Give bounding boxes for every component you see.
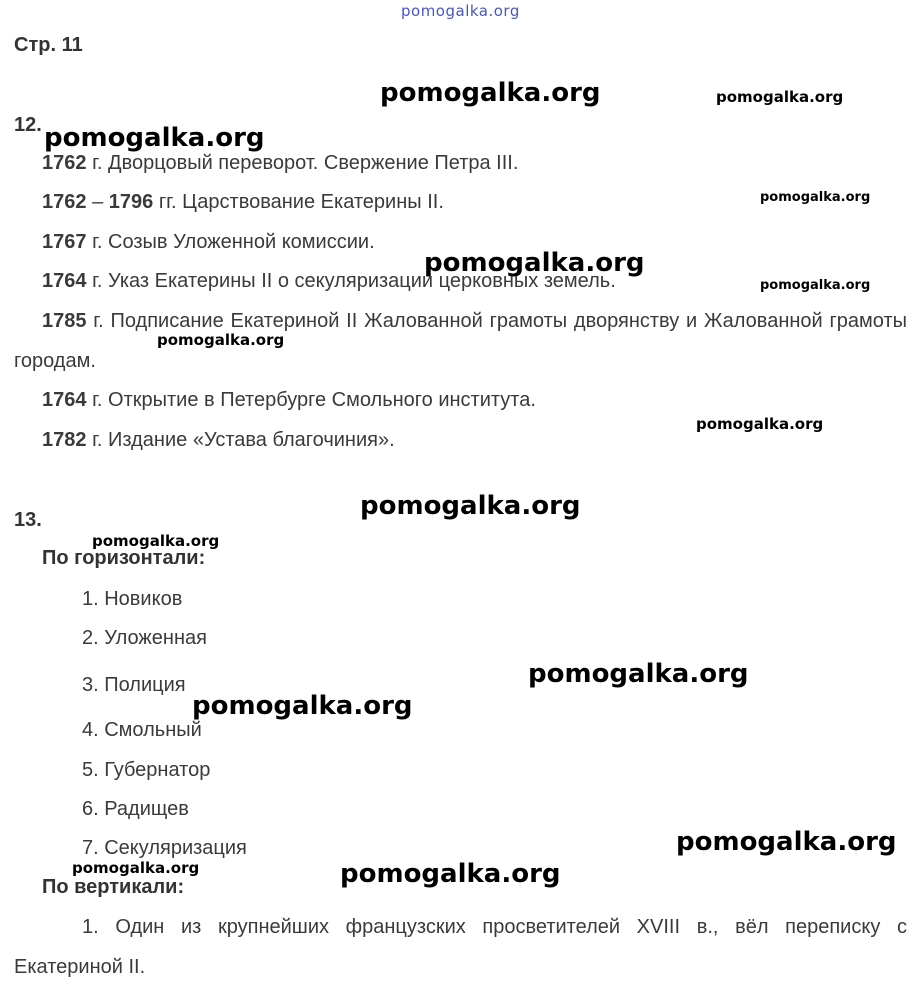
task-12-number: 12. [14,114,42,136]
watermark-top: pomogalka.org [401,2,520,20]
watermark: pomogalka.org [760,278,871,293]
event-line [42,269,616,293]
event-line [42,151,518,175]
watermark: pomogalka.org [760,190,871,205]
event-year: 1764 [42,389,87,411]
event-year: 1785 [42,310,87,332]
watermark: pomogalka.org [528,659,749,689]
watermark: pomogalka.org [424,248,645,278]
event-line [42,388,536,412]
event-year-separator: – [92,191,104,213]
event-text: г. Созыв Уложенной комиссии. [92,231,375,253]
watermark: pomogalka.org [92,532,220,550]
list-item: 2. Уложенная [82,627,207,649]
list-item: 4. Смольный [82,719,202,741]
list-item: 3. Полиция [82,674,186,696]
event-year: 1764 [42,270,87,292]
watermark: pomogalka.org [360,491,581,521]
task-13-number: 13. [14,509,42,531]
vertical-item: 1. Один из крупнейших французских просветителей XVIII в., вёл переписку с Екатериной II. [14,916,907,978]
event-text: г. Дворцовый переворот. Свержение Петра III. [92,152,519,174]
watermark: pomogalka.org [340,859,561,889]
horizontal-heading: По горизонтали: [42,547,206,569]
watermark: pomogalka.org [716,88,844,106]
watermark: pomogalka.org [44,123,265,153]
watermark: pomogalka.org [157,331,285,349]
event-text: г. Издание «Устава благочиния». [92,429,395,451]
vertical-heading: По вертикали: [42,876,185,898]
event-year-end: 1796 [108,191,154,213]
event-year: 1762 [42,152,87,174]
event-line-justified [14,301,907,381]
watermark: pomogalka.org [676,827,897,857]
event-year: 1767 [42,231,87,253]
event-line [42,190,444,214]
watermark: pomogalka.org [192,691,413,721]
list-item: 6. Радищев [82,798,189,820]
event-year: 1782 [42,429,87,451]
event-line [42,230,375,254]
event-text: г. Открытие в Петербурге Смольного института. [92,389,536,411]
list-item: 5. Губернатор [82,759,211,781]
event-line [42,428,395,452]
event-text: г. Указ Екатерины II о секуляризации церковных земель. [92,270,616,292]
watermark: pomogalka.org [696,415,824,433]
list-item: 1. Новиков [82,588,183,610]
page-label: Стр. 11 [14,34,83,56]
event-text: гг. Царствование Екатерины II. [158,191,444,213]
event-year: 1762 [42,191,87,213]
event-text: г. Подписание Екатериной II Жалованной грамоты дворянству и Жалованной грамоты городам. [14,310,907,372]
watermark: pomogalka.org [380,78,601,108]
watermark: pomogalka.org [72,859,200,877]
list-item: 7. Секуляризация [82,837,247,859]
